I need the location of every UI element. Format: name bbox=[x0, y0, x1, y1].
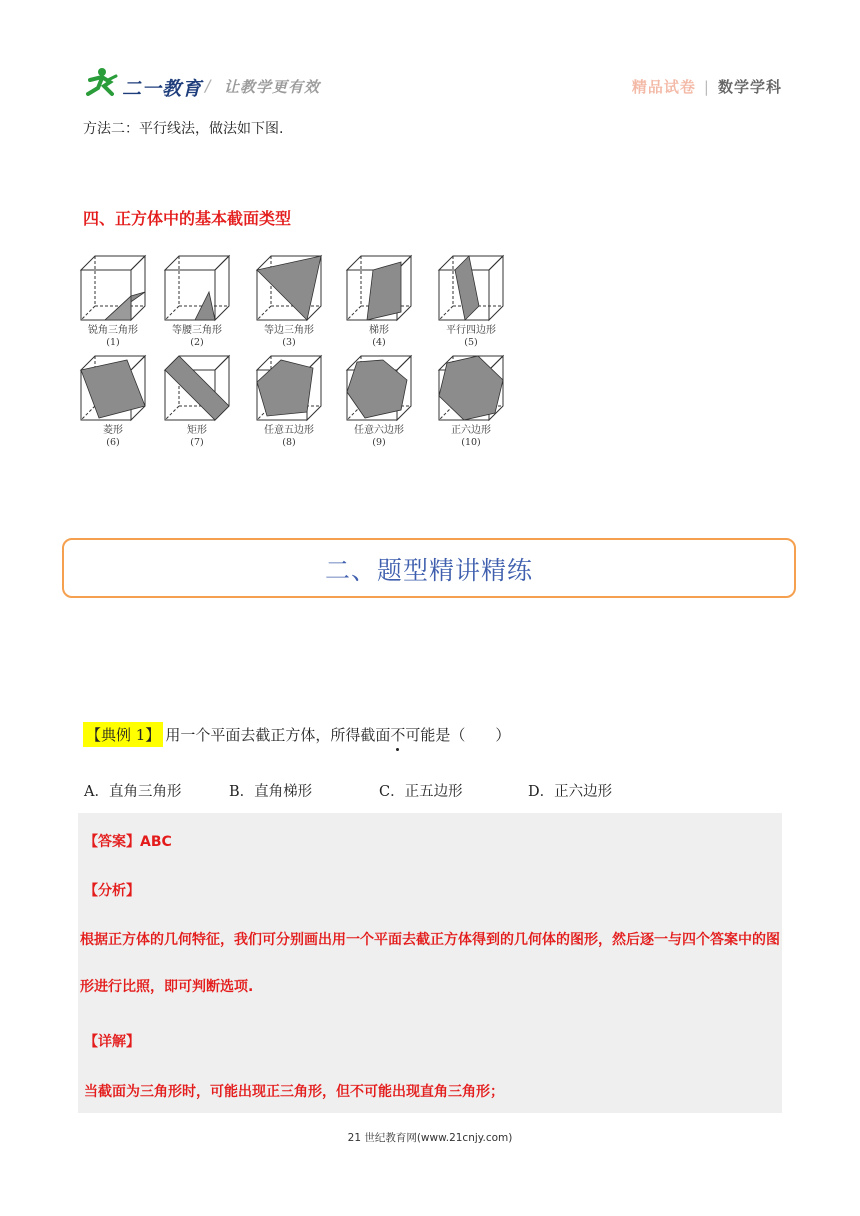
section-title: 二、题型精讲精练 bbox=[324, 556, 533, 585]
analysis-title: 【分析】 bbox=[84, 883, 140, 899]
cube-figure-4 bbox=[336, 252, 422, 348]
logo-text: 二一教育 bbox=[122, 78, 203, 100]
cube-num-1: (1) bbox=[106, 337, 120, 348]
cube-2-icon bbox=[159, 252, 235, 324]
header-right bbox=[632, 76, 782, 97]
cube-label-6: 菱形 bbox=[103, 425, 123, 436]
cube-figure-9 bbox=[336, 352, 422, 448]
cube-9-icon bbox=[341, 352, 417, 424]
cube-6-icon bbox=[75, 352, 151, 424]
question-text-after: 可能是（ ） bbox=[405, 726, 511, 744]
analysis-body: 根据正方体的几何特征，我们可分别画出用一个平面去截正方体得到的几何体的图形，然后逐一与四个答案中的图形进行比照，即可判断选项. bbox=[80, 932, 780, 995]
option-c: C．正五边形 bbox=[379, 784, 463, 800]
cube-num-9: (9) bbox=[372, 437, 386, 448]
cube-figure-10 bbox=[428, 352, 514, 448]
cube-figure-2 bbox=[154, 252, 240, 348]
cube-10-icon bbox=[433, 352, 509, 424]
cube-num-3: (3) bbox=[282, 337, 296, 348]
cube-figure-6 bbox=[70, 352, 156, 448]
cube-num-7: (7) bbox=[190, 437, 204, 448]
cube-num-2: (2) bbox=[190, 337, 204, 348]
cube-label-9: 任意六边形 bbox=[354, 425, 404, 436]
detail-title: 【详解】 bbox=[84, 1034, 140, 1050]
cube-label-10: 正六边形 bbox=[451, 425, 491, 436]
option-b: B．直角梯形 bbox=[229, 784, 313, 800]
cube-num-6: (6) bbox=[106, 437, 120, 448]
method-line: 方法二：平行线法，做法如下图. bbox=[83, 121, 284, 137]
cube-8-icon bbox=[251, 352, 327, 424]
cube-figure-1 bbox=[70, 252, 156, 348]
cube-3-icon bbox=[251, 252, 327, 324]
cube-figure-8 bbox=[246, 352, 332, 448]
question-emphasis-char: 不 bbox=[390, 726, 406, 744]
answer-line: 【答案】ABC bbox=[84, 834, 172, 850]
example-tag: 【典例 1】 bbox=[83, 722, 163, 747]
cube-7-icon bbox=[159, 352, 235, 424]
cube-figure-7 bbox=[154, 352, 240, 448]
header-separator: | bbox=[703, 78, 710, 96]
cube-label-3: 等边三角形 bbox=[264, 325, 314, 336]
cube-label-5: 平行四边形 bbox=[446, 325, 496, 336]
header-label-subject: 数学学科 bbox=[717, 78, 782, 96]
cube-num-10: (10) bbox=[461, 437, 481, 448]
header-label-premium: 精品试卷 bbox=[631, 78, 696, 96]
cube-section-figure bbox=[78, 252, 518, 452]
cube-label-7: 矩形 bbox=[187, 425, 207, 436]
question-text-before: 用一个平面去截正方体，所得截面 bbox=[165, 726, 391, 744]
option-a: A．直角三角形 bbox=[84, 784, 182, 800]
logo-runner-icon bbox=[82, 66, 122, 100]
cube-label-1: 锐角三角形 bbox=[88, 325, 138, 336]
cube-figure-3 bbox=[246, 252, 332, 348]
cube-label-4: 梯形 bbox=[369, 325, 389, 336]
section-title-box bbox=[62, 538, 796, 598]
cube-label-2: 等腰三角形 bbox=[172, 325, 222, 336]
cube-5-icon bbox=[433, 252, 509, 324]
cube-figure-5 bbox=[428, 252, 514, 348]
question-line bbox=[83, 722, 510, 747]
cube-num-4: (4) bbox=[372, 337, 386, 348]
option-d: D．正六边形 bbox=[528, 784, 613, 800]
logo-slash: / bbox=[205, 76, 211, 95]
footer: 21 世纪教育网(www.21cnjy.com) bbox=[347, 1132, 513, 1144]
detail-body: 当截面为三角形时，可能出现正三角形，但不可能出现直角三角形； bbox=[84, 1084, 504, 1100]
cube-1-icon bbox=[75, 252, 151, 324]
cube-label-8: 任意五边形 bbox=[264, 425, 314, 436]
cube-num-8: (8) bbox=[282, 437, 296, 448]
logo-slogan: 让教学更有效 bbox=[224, 78, 321, 96]
cube-num-5: (5) bbox=[464, 337, 478, 348]
section-heading: 四、正方体中的基本截面类型 bbox=[83, 209, 292, 228]
answer-panel bbox=[78, 813, 782, 1113]
cube-4-icon bbox=[341, 252, 417, 324]
